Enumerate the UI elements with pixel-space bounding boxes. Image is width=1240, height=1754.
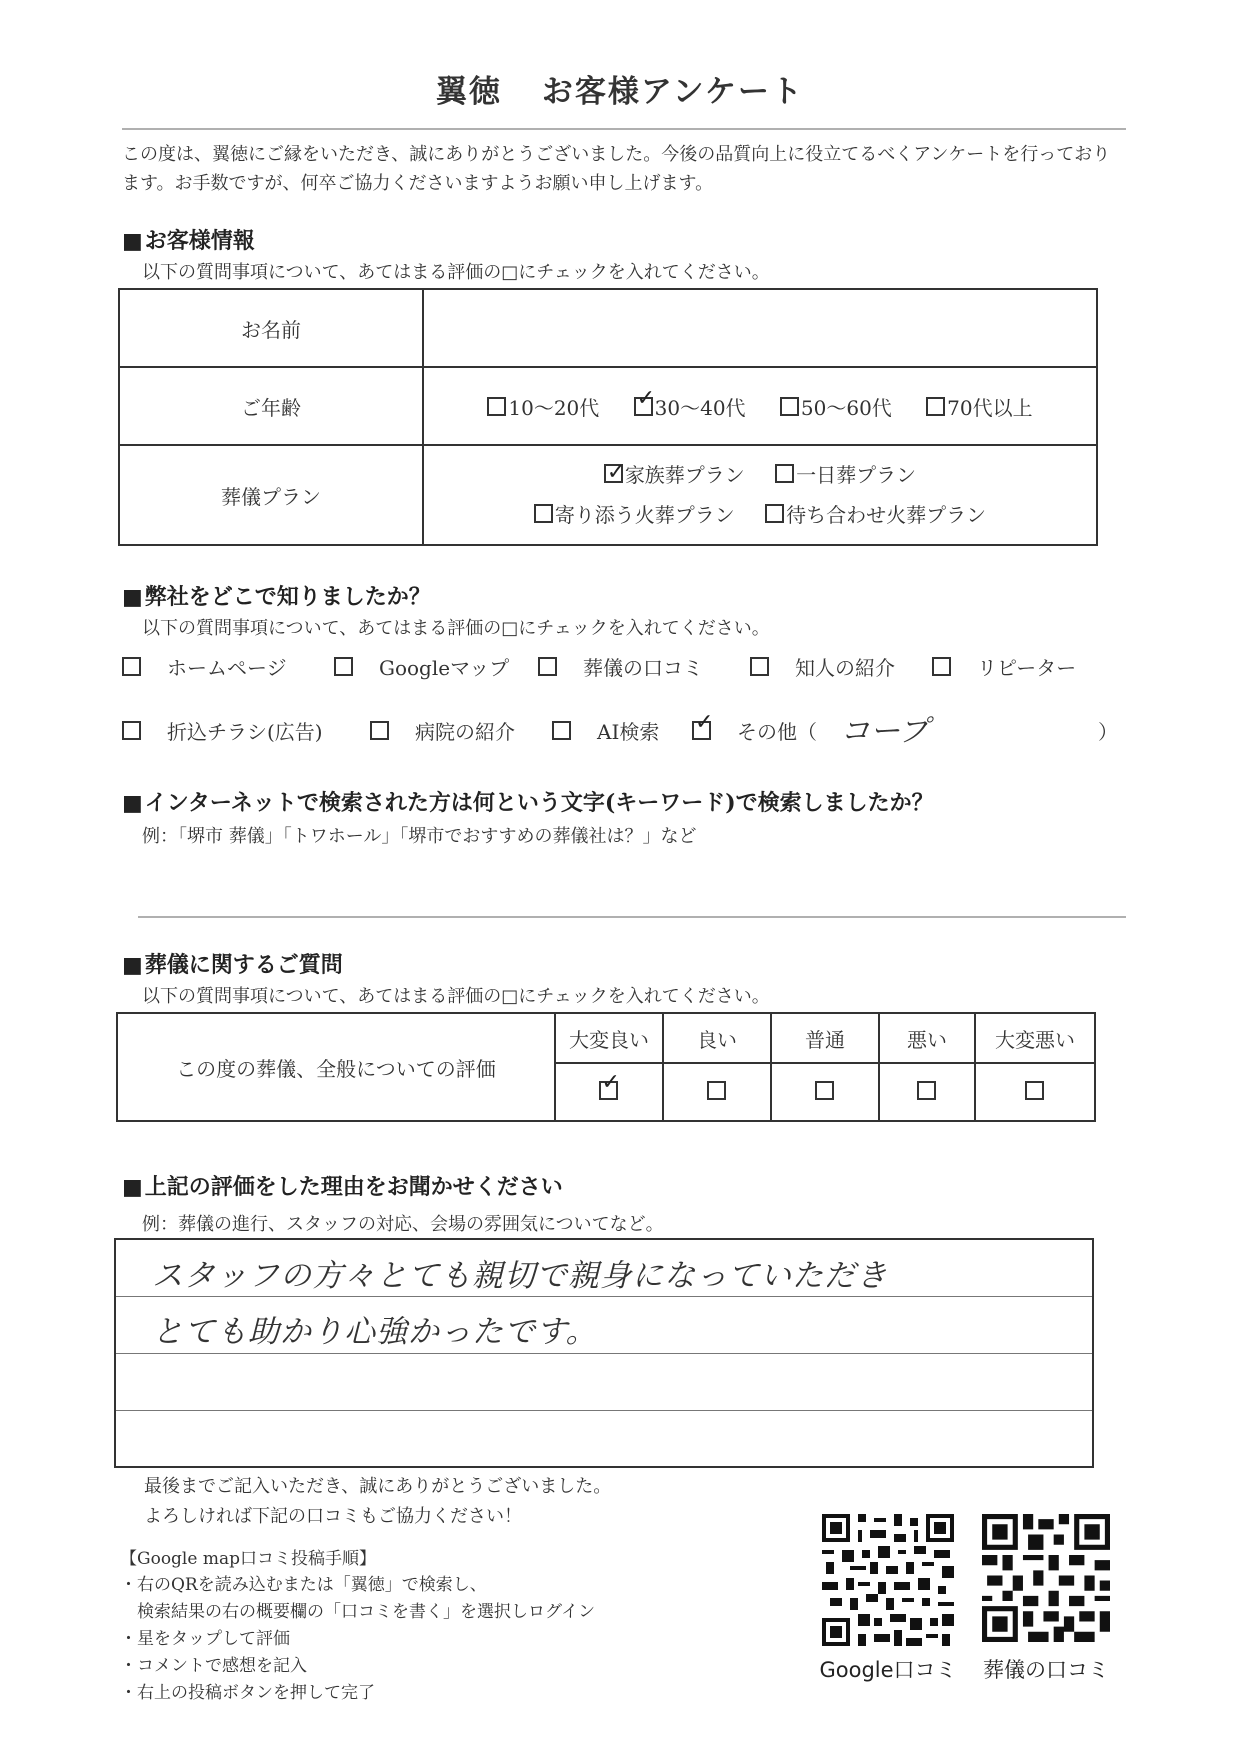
- rating-scale-label: 大変悪い: [975, 1013, 1095, 1063]
- source-option-referral[interactable]: 知人の紹介: [750, 652, 895, 681]
- plan-option-yorisou[interactable]: 寄り添う火葬プラン: [534, 495, 735, 535]
- rating-cell-normal[interactable]: [771, 1063, 879, 1121]
- source-option-ai-search[interactable]: AI検索: [552, 716, 659, 745]
- keyword-answer[interactable]: [138, 856, 1118, 916]
- brand-name: 翼徳: [435, 74, 502, 110]
- checked-checkbox-icon[interactable]: [599, 1081, 618, 1100]
- plan-options: [423, 445, 1097, 545]
- rating-cell-good[interactable]: [663, 1063, 771, 1121]
- plan-label: 葬儀プラン: [119, 445, 423, 545]
- age-options: [423, 367, 1097, 445]
- checkbox-icon[interactable]: [932, 657, 951, 676]
- checkbox-icon[interactable]: [780, 397, 799, 416]
- qr-caption-reviews: 葬儀の口コミ: [983, 1658, 1109, 1682]
- rating-cell-very-good[interactable]: [555, 1063, 663, 1121]
- rating-table: [116, 1012, 1096, 1122]
- age-option-50-60[interactable]: 50〜60代: [780, 392, 892, 421]
- checkbox-icon[interactable]: [534, 504, 553, 523]
- reason-heading: ■ 上記の評価をした理由をお聞かせください: [122, 1170, 563, 1201]
- checkbox-icon[interactable]: [765, 504, 784, 523]
- source-option-googlemap[interactable]: Googleマップ: [334, 652, 509, 681]
- rating-note: 以下の質問事項について、あてはまる評価の□にチェックを入れてください。: [142, 986, 770, 1007]
- answer-line: [116, 1410, 1092, 1411]
- google-step: 検索結果の右の概要欄の「口コミを書く」を選択しログイン: [120, 1602, 596, 1622]
- plan-option-machiawase[interactable]: 待ち合わせ火葬プラン: [765, 495, 986, 535]
- source-option-other[interactable]: ✓ その他（: [692, 716, 817, 745]
- qr-code-icon[interactable]: [822, 1514, 954, 1646]
- source-option-reviews[interactable]: 葬儀の口コミ: [538, 652, 703, 681]
- checkbox-icon[interactable]: [1025, 1081, 1044, 1100]
- checked-checkbox-icon[interactable]: [634, 397, 653, 416]
- age-option-10-20[interactable]: 10〜20代: [487, 392, 599, 421]
- checkbox-icon[interactable]: [334, 657, 353, 676]
- checkbox-icon[interactable]: [538, 657, 557, 676]
- checkbox-icon[interactable]: [370, 721, 389, 740]
- google-step: ・右上の投稿ボタンを押して完了: [120, 1683, 375, 1703]
- rating-cell-very-bad[interactable]: [975, 1063, 1095, 1121]
- qr-caption-google: Google口コミ: [819, 1658, 957, 1682]
- age-label: ご年齢: [119, 367, 423, 445]
- source-other-value[interactable]: コープ: [840, 714, 929, 749]
- checkbox-icon[interactable]: [122, 657, 141, 676]
- source-note: 以下の質問事項について、あてはまる評価の□にチェックを入れてください。: [142, 618, 770, 639]
- plan-option-family[interactable]: ✓家族葬プラン: [604, 455, 745, 495]
- source-option-flyer[interactable]: 折込チラシ(広告): [122, 716, 323, 745]
- source-option-homepage[interactable]: ホームページ: [122, 652, 287, 681]
- age-option-30-40[interactable]: ✓ 30〜40代: [634, 392, 746, 421]
- checked-checkbox-icon[interactable]: [604, 464, 623, 483]
- checkbox-icon[interactable]: [926, 397, 945, 416]
- google-step: ・コメントで感想を記入: [120, 1656, 307, 1676]
- checkbox-icon[interactable]: [815, 1081, 834, 1100]
- customer-info-heading: ■ お客様情報: [122, 224, 255, 255]
- keyword-answer-line: [138, 916, 1126, 918]
- answer-line: [116, 1296, 1092, 1297]
- rating-scale-label: 良い: [663, 1013, 771, 1063]
- keyword-heading: ■ インターネットで検索された方は何という文字(キーワード)で検索しましたか？: [122, 786, 934, 817]
- plan-option-oneday[interactable]: 一日葬プラン: [775, 455, 916, 495]
- checkbox-icon[interactable]: [775, 464, 794, 483]
- age-option-70-plus[interactable]: 70代以上: [926, 392, 1032, 421]
- checkbox-icon[interactable]: [122, 721, 141, 740]
- reason-answer-box[interactable]: [114, 1238, 1094, 1468]
- rating-question: この度の葬儀、全般についての評価: [117, 1013, 555, 1121]
- google-steps-list: [120, 1572, 595, 1707]
- customer-info-note: 以下の質問事項について、あてはまる評価の□にチェックを入れてください。: [142, 262, 770, 283]
- qr-code-icon[interactable]: [982, 1514, 1110, 1642]
- name-field[interactable]: [423, 289, 1097, 367]
- page-title: [0, 66, 1240, 111]
- google-step: ・右のQRを読み込むまたは「翼徳」で検索し、: [120, 1575, 487, 1595]
- checkbox-icon[interactable]: [707, 1081, 726, 1100]
- rating-cell-bad[interactable]: [879, 1063, 975, 1121]
- name-label: お名前: [119, 289, 423, 367]
- source-heading: ■ 弊社をどこで知りましたか？: [122, 580, 431, 611]
- rating-scale-label: 悪い: [879, 1013, 975, 1063]
- google-step: ・星をタップして評価: [120, 1629, 290, 1649]
- rating-scale-label: 大変良い: [555, 1013, 663, 1063]
- source-option-hospital[interactable]: 病院の紹介: [370, 716, 515, 745]
- reason-example: 例：葬儀の進行、スタッフの対応、会場の雰囲気についてなど。: [142, 1214, 664, 1235]
- survey-title: お客様アンケート: [541, 74, 805, 110]
- intro-text: この度は、翼徳にご縁をいただき、誠にありがとうございました。今後の品質向上に役立てるべくアンケートを行っております。お手数ですが、何卒ご協力くださいますようお願い申し上げます。: [122, 144, 1111, 194]
- reason-line-2: とても助かり心強かったです。: [152, 1314, 598, 1350]
- checked-checkbox-icon[interactable]: [692, 721, 711, 740]
- google-steps-heading: 【Google map口コミ投稿手順】: [120, 1549, 376, 1569]
- checkbox-icon[interactable]: [487, 397, 506, 416]
- answer-line: [116, 1353, 1092, 1354]
- source-option-repeater[interactable]: リピーター: [932, 652, 1076, 681]
- closing-line-1: 最後までご記入いただき、誠にありがとうございました。: [144, 1476, 612, 1497]
- customer-info-table: [118, 288, 1098, 546]
- checkbox-icon[interactable]: [750, 657, 769, 676]
- checkbox-icon[interactable]: [552, 721, 571, 740]
- checkbox-icon[interactable]: [917, 1081, 936, 1100]
- keyword-example: 例：「堺市 葬儀」「トワホール」「堺市でおすすめの葬儀社は？」など: [142, 826, 697, 847]
- closing-line-2: よろしければ下記の口コミもご協力ください！: [144, 1506, 522, 1527]
- source-other-close: ）: [1098, 720, 1118, 744]
- reason-line-1: スタッフの方々とても親切で親身になっていただき: [152, 1258, 888, 1294]
- title-divider: [122, 128, 1126, 130]
- rating-heading: ■ 葬儀に関するご質問: [122, 948, 343, 979]
- rating-scale-label: 普通: [771, 1013, 879, 1063]
